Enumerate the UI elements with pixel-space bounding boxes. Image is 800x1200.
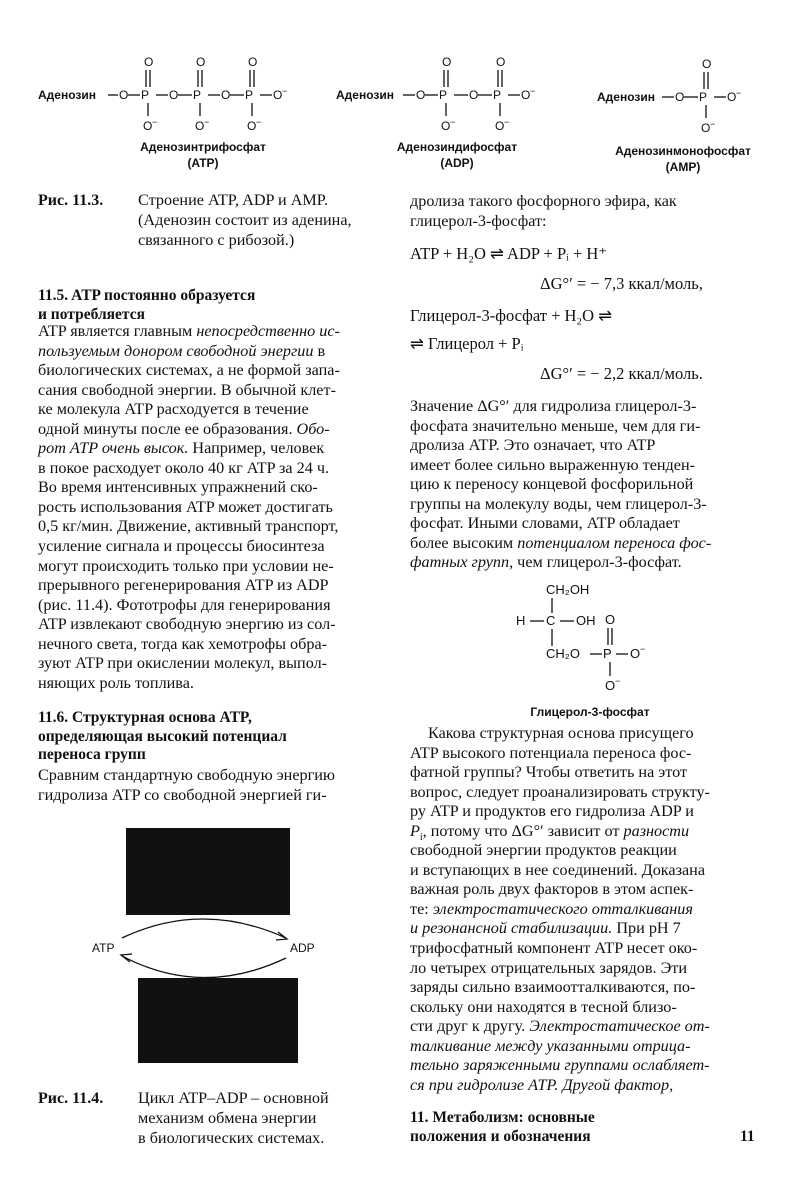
equation-1: ATP + H₂O ⇌ ADP + Pᵢ + H⁺ [410, 244, 608, 263]
svg-text:CH₂O: CH₂O [546, 646, 580, 661]
svg-text:O: O [441, 119, 451, 133]
equation-2-dg: ΔG°′ = − 2,2 ккал/моль. [540, 364, 703, 383]
section-11-6-body [38, 766, 384, 805]
caption-line: в биологических системах. [138, 1129, 325, 1147]
text-line: (рис. 11.4). Фототрофы для генерирования [38, 595, 331, 614]
adp-abbr: (ADP) [440, 156, 474, 170]
text-line: ке молекула ATP расходуется в течение [38, 400, 309, 419]
heading-line: определяющая высокий потенциал [38, 727, 287, 745]
text-line: сти друг к другу. Электростатическое от- [410, 1017, 710, 1036]
svg-text:O: O [675, 90, 685, 104]
amp-name: Аденозинмонофосфат [615, 144, 751, 158]
text-line: ру ATP и продуктов его гидролиза ADP и [410, 802, 694, 821]
text-line: дролиза такого фосфорного эфира, как [410, 192, 677, 210]
svg-text:P: P [439, 88, 448, 102]
equation-2a: Глицерол-3-фосфат + H₂O ⇌ [410, 306, 613, 325]
text-line: фатных групп, чем глицерол-3-фосфат. [410, 553, 682, 572]
svg-text:O: O [143, 119, 153, 133]
upper-arc [122, 919, 286, 938]
glycerol-label: Глицерол-3-фосфат [530, 705, 650, 719]
text-line: ло четырех отрицательных зарядов. Эти [410, 958, 688, 977]
svg-text:−: − [256, 117, 262, 127]
text-line: прерывного регенерирования ATP из ADP [38, 576, 329, 595]
text-line: трифосфатный компонент ATP несет око- [410, 939, 698, 958]
cycle-atp-label: ATP [92, 941, 115, 955]
text-line: те: электростатического отталкивания [410, 899, 693, 918]
fig-11-3-label: Рис. 11.3. [38, 192, 104, 209]
text-line: $P_i$, потому что ΔG°′ зависит от разности [410, 821, 690, 843]
text-line: Значение ΔG°′ для гидролиза глицерол-3- [410, 397, 697, 415]
text-line: нечного света, тогда как хемотрофы обра- [38, 634, 328, 653]
svg-text:O: O [630, 646, 641, 661]
svg-text:O: O [605, 612, 616, 627]
text-line: скольку они находятся в тесной близо- [410, 997, 677, 1016]
svg-text:O: O [727, 90, 737, 104]
svg-text:O: O [169, 88, 179, 102]
atp-name-block [118, 139, 288, 171]
text-line: фосфат. Иными словами, ATP обладает [410, 514, 680, 533]
text-line: ATP является главным непосредственно ис- [38, 322, 340, 340]
svg-text:O: O [702, 57, 712, 71]
amp-adenosine: Аденозин [597, 90, 655, 104]
text-line: заряды сильно взаимоотталкиваются, по- [410, 978, 696, 997]
svg-text:−: − [152, 117, 158, 127]
svg-text:O: O [247, 119, 257, 133]
svg-text:O: O [144, 55, 154, 69]
text-line: няющих роль топлива. [38, 673, 194, 692]
svg-text:O: O [495, 119, 505, 133]
svg-text:O: O [196, 55, 206, 69]
fig-11-4-label: Рис. 11.4. [38, 1090, 104, 1107]
text-line: пользуемым донором свободной энергии в [38, 341, 326, 360]
svg-text:P: P [193, 88, 202, 102]
svg-text:P: P [699, 90, 708, 104]
svg-text:CH₂OH: CH₂OH [546, 582, 590, 597]
text-line: Во время интенсивных упражнений ско- [38, 478, 318, 497]
footer-line: положения и обозначения [410, 1128, 591, 1145]
fig-11-4-caption [138, 1088, 383, 1148]
svg-text:−: − [504, 117, 510, 127]
text-line: зуют ATP при окислении молекул, выпол- [38, 654, 328, 673]
svg-text:OH: OH [576, 613, 596, 628]
svg-text:−: − [282, 86, 288, 96]
adp-name: Аденозиндифосфат [396, 140, 518, 154]
running-footer [410, 1108, 595, 1146]
caption-line: механизм обмена энергии [138, 1109, 317, 1127]
svg-text:O: O [701, 121, 711, 135]
text-line: ATP извлекают свободную энергию из сол- [38, 615, 336, 634]
svg-text:−: − [640, 644, 646, 654]
svg-text:O: O [496, 55, 506, 69]
svg-text:C: C [546, 613, 556, 628]
svg-text:−: − [615, 676, 621, 686]
svg-text:O: O [195, 119, 205, 133]
lower-process-box [138, 978, 298, 1063]
svg-text:P: P [493, 88, 502, 102]
text-line: сания свободной энергии. В обычной клет- [38, 380, 336, 399]
text-line: могут происходить только при условии не- [38, 556, 334, 575]
text-line: фосфата значительно меньше, чем для ги- [410, 416, 701, 435]
right-paragraph-1 [410, 397, 758, 573]
svg-text:O: O [442, 55, 452, 69]
caption-line: связанного с рибозой.) [138, 231, 295, 249]
right-intro [410, 192, 758, 231]
heading-line: 11.5. ATP постоянно образуется [38, 287, 256, 304]
figure-11-3-structures [0, 50, 800, 140]
svg-text:O: O [248, 55, 258, 69]
atp-adenosine: Аденозин [38, 88, 96, 102]
text-line: тельно заряженными группами ослабляет- [410, 1056, 710, 1075]
svg-text:O: O [469, 88, 479, 102]
footer-line: 11. Метаболизм: основные [410, 1109, 595, 1126]
text-line: группы на молекулу воды, чем глицерол-3- [410, 494, 707, 513]
equation-1-dg: ΔG°′ = − 7,3 ккал/моль, [540, 274, 703, 293]
amp-abbr: (AMP) [665, 160, 701, 174]
right-paragraph-2 [410, 724, 758, 1095]
adp-adenosine: Аденозин [336, 88, 394, 102]
section-11-6-heading [38, 709, 287, 765]
text-line: талкивание между указанными отрица- [410, 1036, 691, 1055]
text-line: более высоким потенциалом переноса фос- [410, 533, 712, 552]
svg-text:−: − [736, 88, 742, 98]
svg-text:P: P [603, 646, 612, 661]
caption-line: Цикл ATP–ADP – основной [138, 1089, 329, 1107]
svg-text:P: P [245, 88, 254, 102]
text-line: свободной энергии продуктов реакции [410, 841, 677, 860]
text-line: 0,5 кг/мин. Движение, активный транспорт, [38, 517, 339, 536]
svg-text:H: H [516, 613, 526, 628]
text-line: рот ATP очень высок. Например, человек [38, 439, 325, 458]
equation-2b: ⇌ Глицерол + Pᵢ [410, 334, 524, 353]
text-line: и резонансной стабилизации. При pH 7 [410, 919, 681, 938]
text-line: имеет более сильно выраженную тенден- [410, 455, 696, 474]
heading-line: 11.6. Структурная основа ATP, [38, 709, 252, 726]
section-11-5-body [38, 322, 384, 693]
glycerol-3-phosphate-structure [500, 578, 680, 698]
text-line: гидролиза ATP со свободной энергией ги- [38, 785, 327, 804]
adp-name-block [372, 139, 542, 171]
section-11-5-heading [38, 287, 255, 324]
cycle-adp-label: ADP [290, 941, 315, 955]
text-line: фатной группы? Чтобы ответить на этот [410, 763, 688, 782]
svg-text:O: O [605, 678, 616, 693]
lower-arc [122, 956, 286, 978]
page-number: 11 [740, 1128, 755, 1145]
text-line: вопрос, следует проанализировать структу- [410, 782, 710, 801]
svg-text:O: O [416, 88, 426, 102]
text-line: важная роль двух факторов в этом аспек- [410, 880, 694, 899]
text-line: Какова структурная основа присущего [428, 724, 694, 742]
amp-name-block [598, 143, 768, 175]
svg-text:P: P [141, 88, 150, 102]
svg-text:−: − [450, 117, 456, 127]
atp-name: Аденозинтрифосфат [140, 140, 266, 154]
text-line: цию к переносу концевой фосфорильной [410, 475, 694, 494]
svg-text:O: O [521, 88, 531, 102]
text-line: усиление сигнала и процессы биосинтеза [38, 537, 325, 556]
svg-text:O: O [273, 88, 283, 102]
svg-text:−: − [710, 119, 716, 129]
heading-line: переноса групп [38, 746, 146, 763]
text-line: ATP высокого потенциала переноса фос- [410, 743, 692, 762]
text-line: дролиза ATP. Это означает, что ATP [410, 436, 656, 455]
caption-line: (Аденозин состоит из аденина, [138, 211, 352, 229]
svg-text:O: O [221, 88, 231, 102]
text-line: и вступающих в нее соединений. Доказана [410, 860, 706, 879]
svg-text:−: − [530, 86, 536, 96]
caption-line: Строение ATP, ADP и AMP. [138, 191, 329, 209]
heading-line: и потребляется [38, 305, 145, 323]
svg-text:−: − [204, 117, 210, 127]
text-line: биологических системах, а не формой запа- [38, 361, 340, 380]
figure-11-4-cycle [80, 820, 340, 1070]
upper-process-box [126, 828, 290, 915]
text-line: Сравним стандартную свободную энергию [38, 766, 336, 784]
text-line: одной минуты после ее образования. Обо- [38, 419, 330, 438]
svg-text:O: O [119, 88, 129, 102]
atp-abbr: (ATP) [187, 156, 219, 170]
text-line: глицерол-3-фосфат: [410, 211, 547, 230]
text-line: рость использования ATP может достигать [38, 497, 333, 516]
fig-11-3-caption [138, 190, 388, 250]
text-line: ся при гидролизе ATP. Другой фактор, [410, 1075, 674, 1094]
text-line: в покое расходует около 40 кг ATP за 24 ч. [38, 458, 330, 477]
